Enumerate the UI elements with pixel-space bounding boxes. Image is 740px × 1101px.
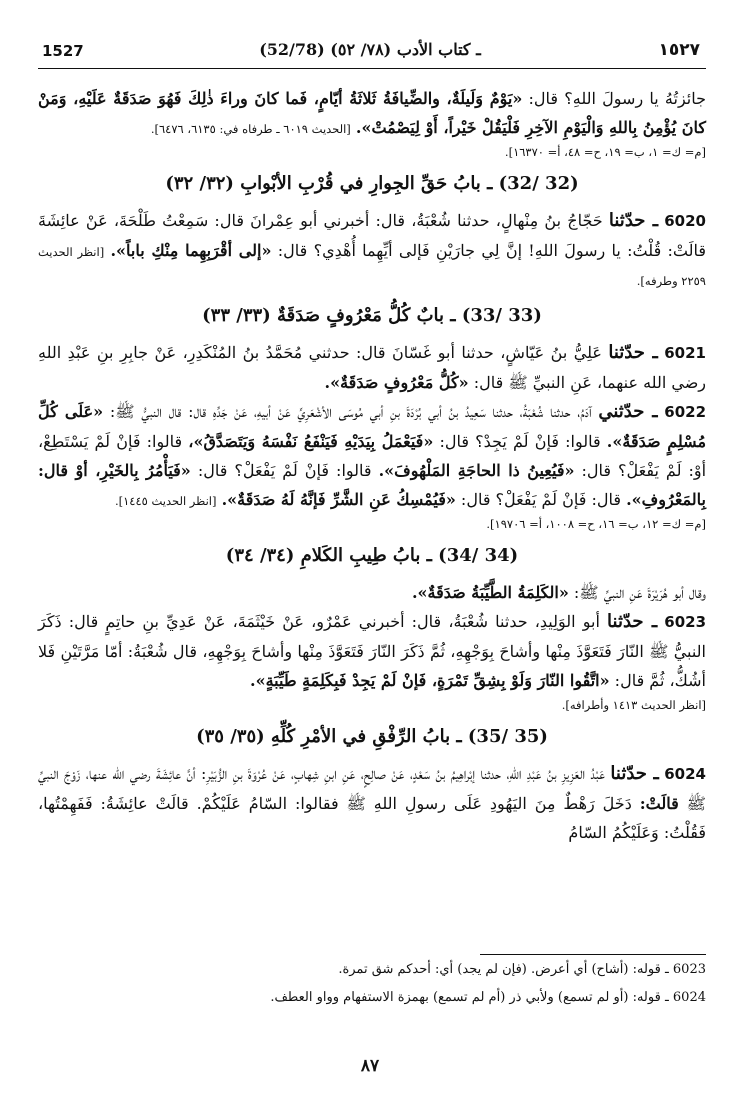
hadith-6022 xyxy=(38,397,706,514)
hadith-number: 6024 xyxy=(664,765,706,783)
intro-text: وقال أبو هُرَيْرَةَ عَنِ النبيِّ ﷺ: xyxy=(568,583,706,602)
hadith-number: 6020 xyxy=(664,212,706,230)
intro-quote: «الكَلِمَةُ الطَّيِّبَةُ صَدَقَةٌ». xyxy=(411,583,569,602)
hadith-ref: [انظر الحديث ١٤٤٥]. xyxy=(114,494,217,508)
hadith-number: 6021 xyxy=(664,344,706,362)
intro-text: جائزتُهُ يا رسولَ اللهِ؟ قال: xyxy=(522,89,706,108)
hadith-quote: «فَيَعْمَلُ بِيَدَيْهِ فَيَنْفَعُ نَفْسَهُ وَيَتَصَدَّقُ»، xyxy=(188,432,434,451)
chapter-34-intro xyxy=(38,578,706,607)
haddathani: ـ حدّثني xyxy=(598,401,658,422)
hadith-quote: «كُلُّ مَعْرُوفٍ صَدَقَةٌ». xyxy=(324,373,469,392)
hadith-ref-2: [م= ك= ١٢، ب= ١٦، ح= ١٠٠٨، أ= ١٩٧٠٦]. xyxy=(486,517,706,531)
running-title: (52/78) ـ كتاب الأدب (٧٨/ ٥٢) xyxy=(259,40,481,59)
hadith-text: قالوا: فَإنْ لَمْ يَسْتَطِعْ، أوْ: لَمْ يَفْعَلْ؟ قال: xyxy=(38,432,707,480)
hadith-text: دَخَلَ رَهْطٌ مِنَ اليَهُودِ عَلَى رسولِ اللهِ ﷺ فقالوا: السّامُ عَلَيْكُمْ. قالَتْ عائِشَةُ: فَفَهِمْتُها، فَقُلْتُ: وَعَلَيْكُمُ السّامُ xyxy=(38,794,706,842)
hadith-text: قالوا: فَإنْ لَمْ يَجِدْ؟ قال: xyxy=(433,432,607,451)
page-number-arabic: ١٥٢٧ xyxy=(658,40,700,60)
hadith-6023 xyxy=(38,607,706,695)
hadith-quote: «فَيُعِينُ ذا الحاجَةِ المَلْهُوفَ». xyxy=(378,461,575,480)
chapter-33-title: (33 /33) ـ بابٌ كُلُّ مَعْرُوفٍ صَدَقَةٌ (٣٣/ ٣٣) xyxy=(202,305,542,326)
header-rule xyxy=(38,68,706,69)
hadith-text: قال: فَإنْ لَمْ يَفْعَلْ؟ قال: xyxy=(455,490,627,509)
chapter-35-title: (35 /35) ـ بابُ الرِّفْقِ في الأمْرِ كُلِّهِ (٣٥/ ٣٥) xyxy=(196,726,548,747)
hadith-ref: [انظر الحديث ١٤١٣ وأطرافه]. xyxy=(561,698,706,712)
intro-paragraph xyxy=(38,84,706,142)
page-footer-number: ٨٧ xyxy=(360,1056,380,1076)
hadith-text: عَبْدُ العَزِيزِ بنُ عَبْدِ اللهِ، حدثنا إبْراهِيمُ بنُ سَعْدٍ، عَنْ صالِحٍ، عَنِ ابنِ شِهابٍ، عَنْ عُرْوَةَ بنِ الزُّبَيْرِ: أنَّ عائِشَةَ رضي الله عنها، زَوْجَ النبيِّ ﷺ xyxy=(38,764,706,813)
hadith-number: 6022 xyxy=(664,403,707,421)
hadith-6020 xyxy=(38,206,706,294)
hadith-text: قالوا: فَإنْ لَمْ يَفْعَلْ؟ قال: xyxy=(190,461,379,480)
footnote-6024: 6024 ـ قوله: (أو لم تسمع) ولأبي ذر (أم لم تسمع) بهمزة الاستفهام وواو العطف. xyxy=(270,990,706,1005)
hadith-quote: «فَيَأْمُرُ بِالخَيْرِ، أوْ قال: بِالمَعْرُوفِ». xyxy=(38,461,706,509)
hadith-quote: «عَلَى كُلِّ مُسْلِمٍ صَدَقَةٌ». xyxy=(38,402,707,451)
hadith-ref: [انظر الحديث ٢٢٥٩ وطرفه]. xyxy=(38,245,706,288)
hadith-quote: قالَتْ: xyxy=(639,794,679,813)
hadith-text: عَلِيُّ بنُ عَيّاشٍ، حدثنا أبو غَسّانَ قال: حدثني مُحَمَّدُ بنُ المُنْكَدِرِ، عَنْ جابِرِ بنِ عَبْدِ اللهِ رضي الله عنهما، عَنِ النبيِّ ﷺ قال: xyxy=(38,343,706,392)
footnote-rule xyxy=(480,954,706,955)
hadith-text: حَجّاجُ بنُ مِنْهالٍ، حدثنا شُعْبَةُ، قال: أخبرني أبو عِمْرانَ قال: سَمِعْتُ طَلْحَةَ، عَنْ عائِشَةَ قالَتْ: قُلْتُ: يا رسولَ اللهِ! إنَّ لِي جارَيْنِ فَإلى أيِّهِما أُهْدِي؟ قال: xyxy=(38,211,707,260)
haddathana: ـ حدّثنا xyxy=(607,611,658,632)
haddathana: ـ حدّثنا xyxy=(608,210,659,231)
hadith-quote: «فَيُمْسِكُ عَنِ الشَّرِّ فَإنَّهُ لَهُ صَدَقَةٌ». xyxy=(221,490,456,509)
chapter-34-title: (34 /34) ـ بابُ طِيبِ الكَلامِ (٣٤/ ٣٤) xyxy=(225,545,519,566)
hadith-quote: «اتَّقُوا النّارَ وَلَوْ بِشِقِّ تَمْرَةٍ، فَإنْ لَمْ يَجِدْ فَبِكَلِمَةٍ طَيِّبَةٍ». xyxy=(250,671,610,690)
hadith-6021 xyxy=(38,338,706,397)
intro-ref: [الحديث ٦٠١٩ ـ طرفاه في: ٦١٣٥، ٦٤٧٦]. xyxy=(150,122,351,136)
haddathana: ـ حدّثنا xyxy=(610,763,659,784)
hadith-number: 6023 xyxy=(664,613,707,631)
intro-ref-2: [م= ك= ١، ب= ١٩، ح= ٤٨، أ= ١٦٣٧٠]. xyxy=(504,145,706,159)
hadith-text: أبو الوَلِيدِ، حدثنا شُعْبَةُ، قال: أخبرني عَمْرٌو، عَنْ خَيْثَمَةَ، عَنْ عَدِيِّ بنِ حاتِمٍ قال: ذَكَرَ النبيُّ ﷺ النّارَ فَتَعَوَّذَ مِنْها وأشاحَ بِوَجْهِهِ، ثُمَّ ذَكَرَ النّارَ فَتَعَوَّذَ مِنْها وأشاحَ بِوَجْهِهِ، قال شُعْبَةُ: أمّا مَرَّتَيْنِ فَلا أشُكُّ، ثُمَّ قال: xyxy=(38,612,706,690)
haddathana: ـ حدّثنا xyxy=(608,342,658,363)
hadith-6024 xyxy=(38,759,706,847)
chapter-32-title: (32 /32) ـ بابُ حَقِّ الجِوارِ في قُرْبِ الأبْوابِ (٣٢/ ٣٢) xyxy=(165,173,579,194)
page-number-latin: 1527 xyxy=(42,42,84,60)
hadith-text: آدَمُ، حدثنا شُعْبَةُ، حدثنا سَعِيدُ بنُ أبي بُرْدَةَ بنِ أبي مُوسَى الأشْعَرِيِّ عَنْ أبيهِ، عَنْ جَدِّهِ قال: قال النبيُّ ﷺ: xyxy=(103,402,592,421)
footnote-6023: 6023 ـ قوله: (أشاح) أي أعرض. (فإن لم يجد) أي: أحدكم شق تمرة. xyxy=(338,962,706,977)
main-text xyxy=(38,84,706,847)
hadith-quote: «إلى أقْرَبِهِما مِنْكِ باباً». xyxy=(110,241,272,260)
intro-quote: «يَوْمٌ وَلَيلَةٌ، والضِّيافَةُ ثَلاثَةُ أيّامٍ، فَما كانَ وراءَ ذٰلِكَ فَهُوَ صَدَقَةٌ عَلَيْهِ، وَمَنْ كانَ يُؤْمِنُ بِاللهِ وَالْيَوْمِ الآخِرِ فَلْيَقُلْ خَيْراً، أَوْ لِيَصْمُتْ». xyxy=(38,89,706,137)
